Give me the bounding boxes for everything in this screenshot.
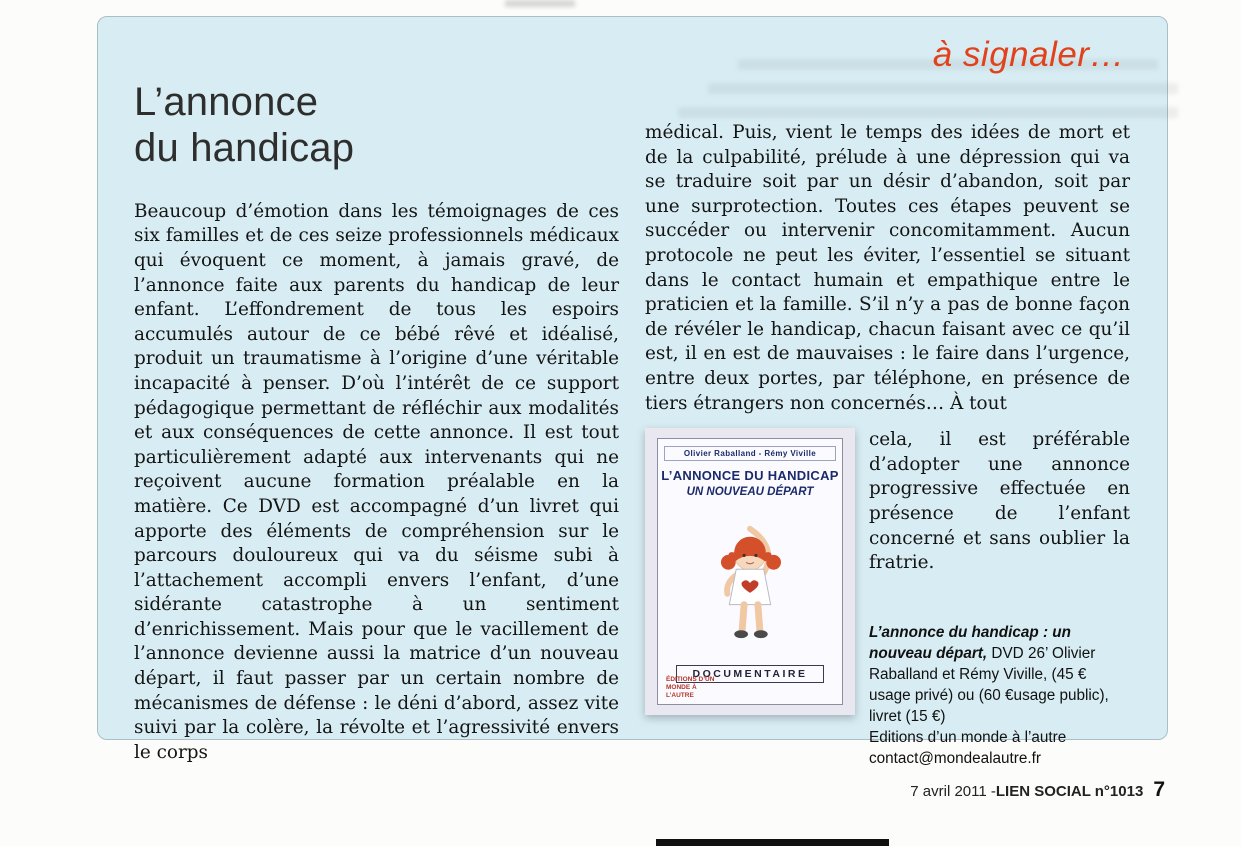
article-columns: [134, 17, 1130, 769]
footer-page-number: 7: [1153, 778, 1165, 801]
section-label: à signaler…: [932, 35, 1125, 74]
right-column: [645, 17, 1130, 769]
body-paragraph-right-2: cela, il est préférable d’adopter une annonce progressive effectuée en présence de l’enfant concerné et sans oublier la fratrie.: [869, 429, 1130, 574]
left-column: [134, 17, 619, 769]
caption-title: L’annonce du handicap : un nouveau départ,: [869, 623, 1071, 662]
title-line-2: du handicap: [134, 126, 355, 171]
dvd-subtitle: UN NOUVEAU DÉPART: [686, 486, 814, 499]
dvd-cover: [657, 438, 843, 705]
caption-contact: contact@mondealautre.fr: [869, 749, 1041, 767]
dvd-genre-banner: DOCUMENTAIRE: [676, 665, 825, 683]
body-paragraph-right-1: médical. Puis, vient le temps des idées de mort et de la culpabilité, prélude à une dépression qui va se traduire soit par un désir d’abandon, soit par une surprotection. Toutes ces étapes peuvent se succéder ou intervenir concomitamment. Aucun protocole ne peut les éviter, l’essentiel se situant dans le contact humain et empathique entre le praticien et la famille. S’il n’y a pas de bonne façon de révéler le handicap, chacun faisant avec ce qu’il est, il en est de mauvaises : le faire dans l’urgence, entre deux portes, par téléphone, en présence de tiers étrangers non concernés… À tout: [645, 122, 1130, 414]
dvd-authors: Olivier Raballand - Rémy Viville: [664, 446, 836, 461]
footer-date: 7 avril 2011 -: [910, 783, 996, 800]
article-title: [134, 79, 619, 172]
title-line-1: L’annonce: [134, 80, 319, 124]
child-illustration: [664, 498, 836, 665]
media-row: [645, 428, 1130, 769]
dvd-publisher-logo: ÉDITIONS D’UN MONDE À L’AUTRE: [666, 675, 715, 699]
body-paragraph-left: Beaucoup d’émotion dans les témoignages de ces six familles et de ces seize professionnels médicaux qui évoquent ce moment, à jamais gravé, de l’annonce faite aux parents du handicap de leur enfant. L’effondrement de tous les espoirs accumulés autour de ce bébé rêvé et idéalisé, produit un traumatisme à l’origine d’une véritable incapacité à penser. D’où l’intérêt de ce support pédagogique permettant de réfléchir aux modalités et aux conséquences de cette annonce. Il est tout particulièrement adapté aux intervenants qui ne reçoivent aucune formation préalable en la matière. Ce DVD est accompagné d’un livret qui apporte des éléments de compréhension sur le parcours douloureux qui va du séisme subi à l’attachement accompli envers l’enfant, d’une sidérante catastrophe à un sentiment d’enrichissement. Mais pour que le vacillement de l’annonce devienne aussi la matrice d’un nouveau départ, il faut passer par un certain nombre de mécanismes de défense : le déni d’abord, assez vite suivi par la colère, la révolte et l’agressivité envers le corps: [134, 200, 619, 763]
scan-artifact-bar: [656, 839, 889, 846]
footer-journal: LIEN SOCIAL n°1013: [995, 783, 1144, 800]
page-footer: [910, 778, 1165, 802]
caption-publisher: Editions d’un monde à l’autre: [869, 728, 1067, 746]
media-caption: [869, 622, 1130, 769]
article-panel: [97, 16, 1168, 767]
caption-details: DVD 26’ Olivier Raballand et Rémy Viville, (45 € usage privé) ou (60 €usage public), livret (15 €): [869, 644, 1109, 725]
dvd-cover-photo: [645, 428, 855, 715]
scan-smudge: [505, 0, 575, 7]
media-side-text: [869, 428, 1130, 769]
dvd-title: L’ANNONCE DU HANDICAP: [661, 468, 839, 484]
